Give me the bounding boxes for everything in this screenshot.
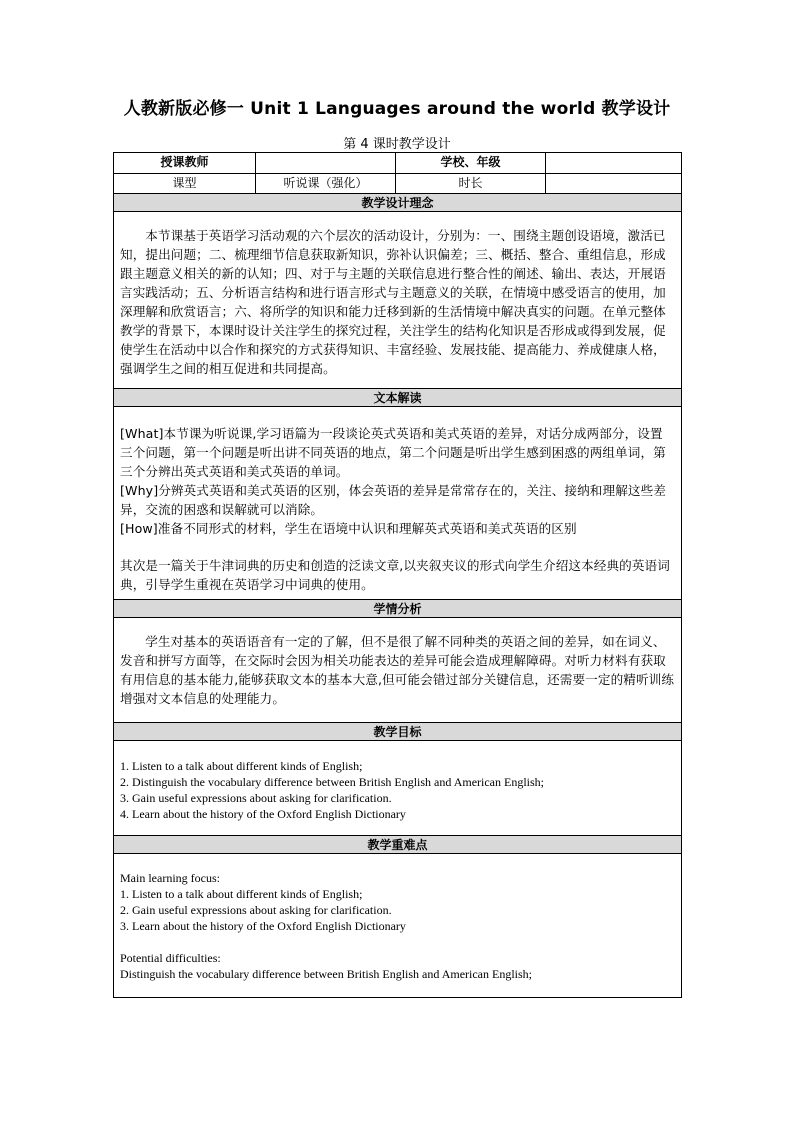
section-heading-objectives: 教学目标 xyxy=(114,723,682,741)
teacher-label: 授课教师 xyxy=(114,153,256,174)
what-paragraph: [What]本节课为听说课,学习语篇为一段谈论英式英语和美式英语的差异，对话分成两部分，设置三个问题，第一个问题是听出讲不同英语的地点，第二个问题是听出学生感到困惑的两组单词，第三个分辨出英式英语和美式英语的单词。 xyxy=(120,426,666,479)
school-value[interactable] xyxy=(546,153,682,174)
difficulty-text: Distinguish the vocabulary difference between British English and American English; xyxy=(120,967,533,981)
learner-paragraph: 学生对基本的英语语音有一定的了解，但不是很了解不同种类的英语之间的差异，如在词义、发音和拼写方面等，在交际时会因为相关功能表达的差异可能会造成理解障碍。对听力材料有获取有用信息的基本能力,能够获取文本的基本大意,但可能会错过部分关键信息，还需要一定的精听训练增强对文本信息的处理能力。 xyxy=(120,634,675,706)
objectives-cell xyxy=(114,741,682,836)
why-paragraph: [Why]分辨英式英语和美式英语的区别，体会英语的差异是常常存在的，关注、接纳和理解这些差异，交流的困惑和误解就可以消除。 xyxy=(120,483,666,517)
info-row-2 xyxy=(114,174,682,194)
section-heading-focus: 教学重难点 xyxy=(114,836,682,854)
concept-paragraph: 本节课基于英语学习活动观的六个层次的活动设计，分别为：一、围绕主题创设语境，激活已知，提出问题；二、梳理细节信息获取新知识，弥补认识偏差；三、概括、整合、重组信息，形成跟主题意义相关的新的认知；四、对于与主题的关联信息进行整合性的阐述、输出、表达，开展语言实践活动；五、分析语言结构和进行语言形式与主题意义的关联，在情境中感受语言的使用，加深理解和欣赏语言；六、将所学的知识和能力迁移到新的生活情境中解决真实的问题。在单元整体教学的背景下，本课时设计关注学生的探究过程，关注学生的结构化知识是否形成或得到发展，促使学生在活动中以合作和探究的方式获得知识、丰富经验、发展技能、提高能力、养成健康人格，强调学生之间的相互促进和共同提高。 xyxy=(120,228,666,376)
focus-item: 1. Listen to a talk about different kinds of English; xyxy=(120,887,363,901)
lesson-plan-table xyxy=(113,152,682,998)
info-row-1 xyxy=(114,153,682,174)
type-value: 听说课（强化） xyxy=(256,174,396,194)
focus-item: 3. Learn about the history of the Oxford English Dictionary xyxy=(120,919,406,933)
objective-item: 1. Listen to a talk about different kinds of English; xyxy=(120,759,363,773)
learner-cell xyxy=(114,618,682,723)
difficulty-label: Potential difficulties: xyxy=(120,951,221,965)
teacher-value[interactable] xyxy=(256,153,396,174)
text-analysis-cell xyxy=(114,407,682,600)
main-focus-label: Main learning focus: xyxy=(120,871,220,885)
section-heading-concept: 教学设计理念 xyxy=(114,194,682,212)
second-text-paragraph: 其次是一篇关于牛津词典的历史和创造的泛读文章,以夹叙夹议的形式向学生介绍这本经典的英语词典，引导学生重视在英语学习中词典的使用。 xyxy=(120,558,670,592)
focus-item: 2. Gain useful expressions about asking for clarification. xyxy=(120,903,392,917)
duration-value[interactable] xyxy=(546,174,682,194)
how-paragraph: [How]准备不同形式的材料，学生在语境中认识和理解英式英语和美式英语的区别 xyxy=(120,521,577,536)
objective-item: 2. Distinguish the vocabulary difference between British English and American English; xyxy=(120,775,545,789)
type-label: 课型 xyxy=(114,174,256,194)
objective-item: 3. Gain useful expressions about asking for clarification. xyxy=(120,791,392,805)
focus-cell xyxy=(114,854,682,998)
document-title: 人教新版必修一 Unit 1 Languages around the world 教学设计 xyxy=(123,99,671,119)
objective-item: 4. Learn about the history of the Oxford English Dictionary xyxy=(120,807,406,821)
duration-label: 时长 xyxy=(396,174,546,194)
school-label: 学校、年级 xyxy=(396,153,546,174)
lesson-subtitle: 第 4 课时教学设计 xyxy=(343,137,451,152)
section-heading-learner: 学情分析 xyxy=(114,600,682,618)
concept-cell xyxy=(114,212,682,389)
section-heading-text-analysis: 文本解读 xyxy=(114,389,682,407)
